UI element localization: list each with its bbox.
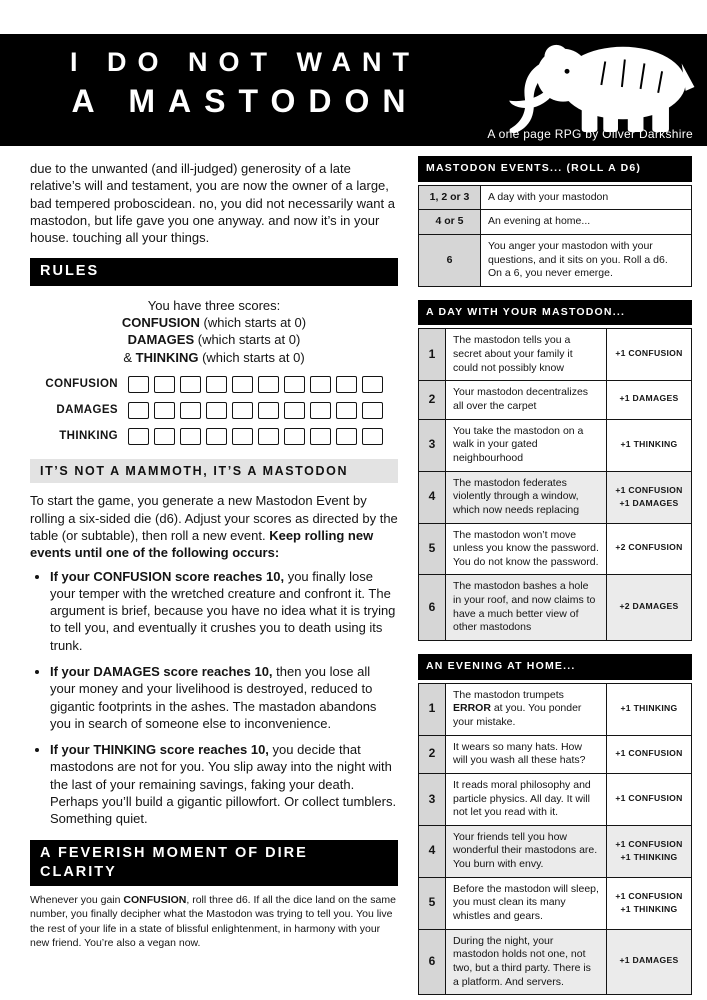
event-effect: +1 CONFUSION +1 THINKING [607, 826, 691, 877]
not-a-mammoth-header: IT’S NOT A MAMMOTH, IT’S A MASTODON [30, 459, 398, 484]
score-box[interactable] [284, 376, 305, 393]
table-row [419, 773, 691, 825]
feverish-header: A FEVERISH MOMENT OF DIRE CLARITY [30, 840, 398, 887]
table-row [419, 186, 691, 210]
table-row [419, 523, 691, 575]
roll-cell: 2 [419, 381, 446, 418]
event-description: It wears so many hats. How will you wash all these hats? [446, 736, 607, 773]
thinking-track [30, 428, 398, 445]
event-description: The mastodon won’t move unless you know the password. You do not know the password. [446, 524, 607, 575]
scores-intro: You have three scores: [147, 297, 281, 313]
roll-cell: 4 or 5 [419, 210, 481, 234]
roll-cell: 6 [419, 575, 446, 640]
score-box[interactable] [232, 428, 253, 445]
day-table-header: A DAY WITH YOUR MASTODON... [418, 300, 692, 326]
confusion-track [30, 376, 398, 393]
rules-header: RULES [30, 258, 398, 285]
score-box[interactable] [310, 376, 331, 393]
roll-cell: 3 [419, 420, 446, 471]
score-box[interactable] [258, 428, 279, 445]
result-cell: An evening at home... [488, 215, 591, 228]
table-row [419, 825, 691, 877]
table-row [419, 209, 691, 234]
thinking-track-label: THINKING [59, 429, 118, 442]
table-row [419, 877, 691, 929]
score-box[interactable] [128, 402, 149, 419]
score-box[interactable] [154, 402, 175, 419]
table-row [419, 929, 691, 995]
thinking-track-boxes [128, 428, 383, 445]
evening-table [418, 683, 692, 996]
event-effect: +1 CONFUSION +1 THINKING [615, 890, 683, 915]
score-definition-damages: DAMAGES (which starts at 0) [127, 332, 301, 348]
score-box[interactable] [128, 376, 149, 393]
how-to-play-paragraph: To start the game, you generate a new Mastodon Event by rolling a six-sided die (d6). Adjust your scores as directed by the table (or subtable), then roll a new event. Keep rolling new events until one of the following occurs: [30, 493, 398, 561]
event-description: The mastodon bashes a hole in your roof, and now claims to have a much better view of other mastodons [446, 575, 607, 640]
roll-cell: 6 [419, 235, 481, 286]
score-box[interactable] [180, 376, 201, 393]
score-box[interactable] [232, 402, 253, 419]
event-effect: +2 CONFUSION [615, 542, 683, 553]
table-row [419, 574, 691, 640]
score-box[interactable] [206, 428, 227, 445]
page-title [70, 47, 420, 120]
ending-damages: • If your DAMAGES score reaches 10, then you lose all your money and your livelihood is destroyed, reduced to gigantic footprints in the ashes. The mastadon abandons you in search of someone else to inconvenience. [50, 663, 398, 732]
score-box[interactable] [232, 376, 253, 393]
score-definition-thinking: & THINKING (which starts at 0) [123, 349, 305, 365]
table-row [419, 234, 691, 286]
day-table [418, 328, 692, 641]
evening-table-header: AN EVENING AT HOME... [418, 654, 692, 680]
score-box[interactable] [128, 428, 149, 445]
damages-track [30, 402, 398, 419]
ending-conditions-list [30, 568, 398, 828]
ending-confusion: • If your CONFUSION score reaches 10, you finally lose your temper with the wretched creature and confront it. The argument is brief, because you have no idea what it is trying to tell you, and eventually it crushes you to death using its trunk. [50, 568, 398, 654]
roll-cell: 3 [419, 774, 446, 825]
roll-cell: 6 [419, 930, 446, 995]
roll-cell: 1, 2 or 3 [419, 186, 481, 210]
score-box[interactable] [310, 402, 331, 419]
score-box[interactable] [284, 402, 305, 419]
mastodon-events-table [418, 185, 692, 287]
title-banner [0, 34, 707, 146]
table-row [419, 329, 691, 380]
title-line-2: A MASTODON [71, 83, 419, 119]
score-box[interactable] [284, 428, 305, 445]
score-box[interactable] [258, 402, 279, 419]
event-effect: +1 CONFUSION +1 DAMAGES [607, 472, 691, 523]
table-row [419, 419, 691, 471]
event-description: Before the mastodon will sleep, you must clean its many whistles and gears. [446, 878, 607, 929]
score-box[interactable] [336, 402, 357, 419]
confusion-track-boxes [128, 376, 383, 393]
score-box[interactable] [154, 376, 175, 393]
roll-cell: 1 [419, 684, 446, 735]
confusion-track-label: CONFUSION [45, 377, 118, 390]
ending-thinking: • If your THINKING score reaches 10, you decide that mastodons are not for you. You slip away into the night with the last of your remaining savings, faking your death. Perhaps you’ll build a gigantic pillowfort. Or collect tumblers. Something quiet. [50, 741, 398, 827]
event-description: It reads moral philosophy and particle physics. All day. It will not let you read with it. [446, 774, 607, 825]
damages-track-label: DAMAGES [56, 403, 118, 416]
score-box[interactable] [310, 428, 331, 445]
score-box[interactable] [362, 376, 383, 393]
table-row [419, 380, 691, 418]
byline: A one page RPG by Oliver Darkshire [487, 127, 693, 141]
event-description: The mastodon tells you a secret about your family it could not possibly know [446, 329, 607, 380]
event-effect: +1 CONFUSION [615, 348, 683, 359]
event-effect: +1 CONFUSION [615, 747, 683, 758]
title-line-1: I DO NOT WANT [70, 47, 420, 77]
event-description: Your mastodon decentralizes all over the carpet [446, 381, 607, 418]
event-description: The mastodon federates violently through a window, which now needs replacing [446, 472, 607, 523]
score-box[interactable] [154, 428, 175, 445]
score-box[interactable] [362, 428, 383, 445]
result-cell: A day with your mastodon [488, 190, 609, 203]
event-description: During the night, your mastodon holds not one, not two, but a third party. There is a platform. And servers. [446, 930, 607, 995]
event-description: The mastodon trumpets ERROR at you. You ponder your mistake. [446, 684, 607, 735]
event-effect: +1 THINKING [620, 438, 678, 449]
mastodon-events-section [418, 156, 692, 287]
score-box[interactable] [180, 402, 201, 419]
result-cell: You anger your mastodon with your questions, and it sits on you. Roll a d6. On a 6, you never emerge. [488, 239, 668, 280]
table-row [419, 471, 691, 523]
feverish-paragraph: Whenever you gain CONFUSION, roll three d6. If all the dice land on the same number, you finally decipher what the Mastodon was trying to tell you. You live the rest of your life in a state of blissful enlightenment, in harmony with your new friend. You’re also a vegan now. [30, 894, 396, 949]
scores-block [30, 297, 398, 366]
intro-paragraph: due to the unwanted (and ill-judged) generosity of a late relative’s will and testament, you are now the owner of a large, bad tempered proboscidean. no, you did not necessarily want a mastodon, but life gave you one anyway. and now it’s in your house. touching all your things. [30, 161, 395, 246]
event-effect: +1 THINKING [620, 702, 678, 713]
damages-track-boxes [128, 402, 383, 419]
evening-table-section [418, 654, 692, 995]
score-tracks [30, 376, 398, 445]
event-description: Your friends tell you how wonderful their mastodons are. You burn with envy. [446, 826, 607, 877]
score-box[interactable] [336, 376, 357, 393]
event-effect: +1 CONFUSION [615, 792, 683, 803]
score-definition-confusion: CONFUSION (which starts at 0) [121, 314, 307, 330]
left-column [30, 156, 398, 1000]
table-row [419, 735, 691, 773]
score-box[interactable] [258, 376, 279, 393]
roll-cell: 1 [419, 329, 446, 380]
event-effect: +1 DAMAGES [619, 393, 679, 404]
day-table-section [418, 300, 692, 641]
event-effect: +1 DAMAGES [607, 930, 691, 995]
event-effect: +2 DAMAGES [607, 575, 691, 640]
score-box[interactable] [180, 428, 201, 445]
event-description: You take the mastodon on a walk in your gated neighbourhood [446, 420, 607, 471]
score-box[interactable] [336, 428, 357, 445]
right-column [418, 156, 692, 1000]
table-row [419, 684, 691, 735]
score-box[interactable] [206, 402, 227, 419]
score-box[interactable] [206, 376, 227, 393]
content-columns [0, 146, 707, 1000]
score-box[interactable] [362, 402, 383, 419]
roll-cell: 5 [419, 878, 446, 929]
roll-cell: 4 [419, 826, 446, 877]
roll-cell: 5 [419, 524, 446, 575]
roll-cell: 2 [419, 736, 446, 773]
roll-cell: 4 [419, 472, 446, 523]
mastodon-silhouette-icon [487, 36, 699, 134]
mastodon-events-header: MASTODON EVENTS... (ROLL A D6) [418, 156, 692, 182]
